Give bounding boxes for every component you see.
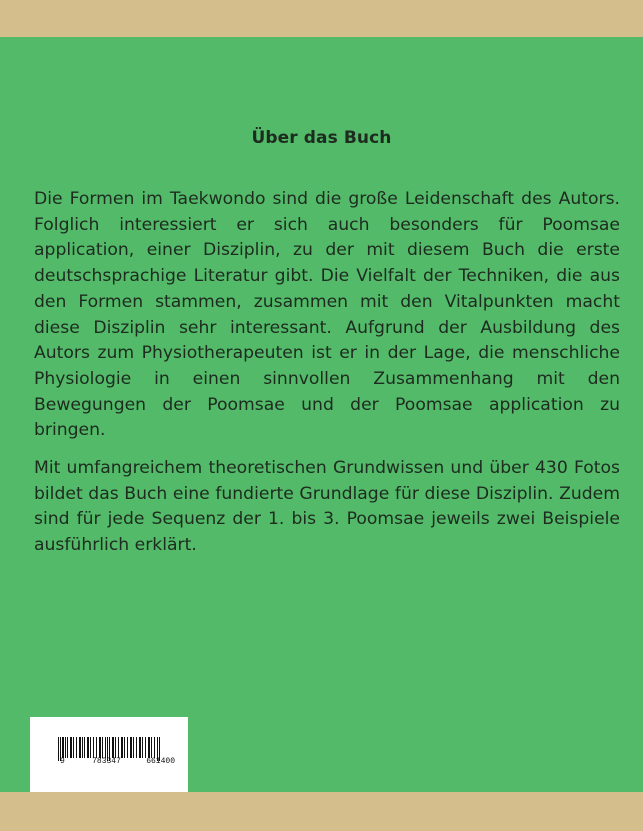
barcode-bar <box>133 737 134 758</box>
barcode-bar <box>127 737 128 758</box>
barcode-digit-group-2: 661400 <box>146 757 175 766</box>
barcode-bar <box>121 737 123 758</box>
barcode-bar <box>105 737 106 758</box>
barcode-bar <box>62 737 64 758</box>
barcode-number <box>60 757 175 767</box>
barcode-bar <box>67 737 68 758</box>
barcode-bar <box>151 737 152 758</box>
barcode-bar <box>58 737 59 761</box>
barcode-bar <box>142 737 143 758</box>
book-description-heading: Über das Buch <box>251 128 392 148</box>
barcode-bar <box>154 737 155 758</box>
barcode-bar <box>112 737 114 758</box>
barcode-bar <box>79 737 81 758</box>
barcode-bar <box>136 737 137 758</box>
barcode-label <box>30 717 188 792</box>
description-paragraph: Mit umfangreichem theoretischen Grundwissen und über 430 Fotos bildet das Buch eine fundierte Grundlage für diese Disziplin. Zudem sind für jede Sequenz der 1. bis 3. Poomsae jeweils zwei Beispiele ausführlich erklärt. <box>34 458 620 556</box>
barcode-digit-group-1: 783347 <box>92 757 121 766</box>
barcode-bar <box>82 737 83 758</box>
barcode-bar <box>130 737 132 758</box>
barcode-bar <box>73 737 74 758</box>
barcode-bar <box>87 737 89 758</box>
barcode-bar <box>148 737 150 758</box>
barcode-bar <box>76 737 77 758</box>
description-paragraph: Die Formen im Taekwondo sind die große Leidenschaft des Autors. Folglich interessiert er sich auch besonders für Poomsae application, einer Disziplin, zu der mit diesem Buch die erste deutschsprachige Literatur gibt. Die Vielfalt der Techniken, die aus den Formen stammen, zusammen mit den Vitalpunkten macht diese Disziplin sehr interessant. Aufgrund der Ausbildung des Autors zum Physiotherapeuten ist er in der Lage, die menschliche Physiologie in einen sinnvollen Zusammenhang mit den Bewegungen der Poomsae und der Poomsae application zu bringen. <box>34 189 620 441</box>
barcode-bar <box>96 737 97 758</box>
barcode-bar <box>139 737 141 758</box>
barcode-bar <box>118 737 119 758</box>
barcode-bar <box>70 737 72 758</box>
barcode-bar <box>124 737 125 758</box>
barcode-bar <box>84 737 85 758</box>
book-description <box>34 187 620 571</box>
barcode-bar <box>90 737 91 758</box>
barcode-bar <box>115 737 116 758</box>
barcode-digit-prefix: 9 <box>60 757 65 766</box>
barcode-bar <box>145 737 146 758</box>
barcode-bar <box>102 737 103 758</box>
barcode-bar <box>93 737 94 758</box>
barcode-bar <box>99 737 101 758</box>
barcode-bar <box>65 737 66 758</box>
